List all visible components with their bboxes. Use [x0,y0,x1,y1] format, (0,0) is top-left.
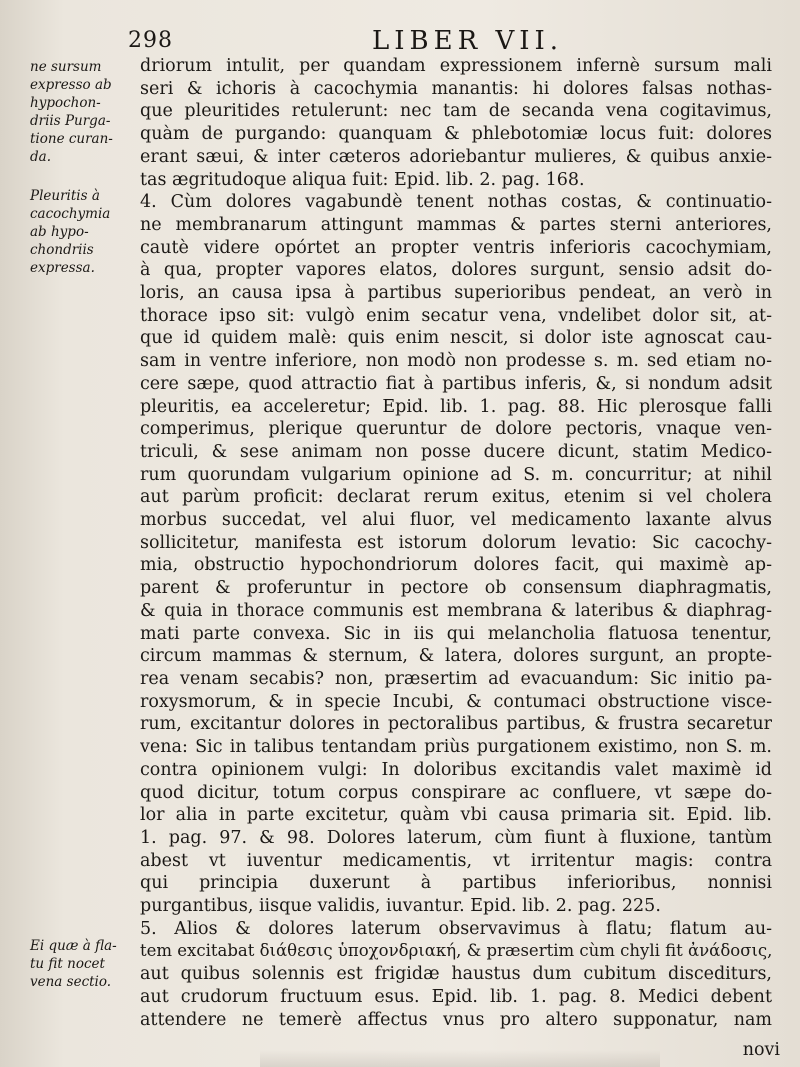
text-line: aut parùm proficit: declarat rerum exitus, etenim si vel cholera [140,487,772,508]
text-line: thorace ipso sit: vulgò enim secatur vena, vndelibet dolor sit, at- [140,305,772,326]
text-line: roxysmorum, & in specie Incubi, & contumaci obstructione visce- [140,691,772,712]
sidenote-line: driis Purga- [30,113,111,129]
sidenote-line: tione curan- [30,131,113,147]
sidenote-line: hypochon- [30,95,101,111]
text-line: cautè videre opórtet an propter ventris inferioris cacochymiam, [140,237,772,258]
text-line: circum mammas & sternum, & latera, dolores surgunt, an propte- [140,646,772,667]
sidenote-line: ab hypo- [30,224,89,240]
text-line: à qua, propter vapores elatos, dolores surgunt, sensio adsit do- [140,260,772,281]
text-line: seri & ichoris à cacochymia manantis: hi dolores falsas nothas- [140,78,772,99]
text-line: mati parte convexa. Sic in iis qui melancholia flatuosa tenentur, [140,623,772,644]
text-line: quàm de purgando: quanquam & phlebotomiæ locus fuit: dolores [140,124,772,145]
text-line: 4. Cùm dolores vagabundè tenent nothas costas, & continuatio- [140,192,772,213]
text-line: driorum intulit, per quandam expressionem infernè sursum mali [140,56,772,76]
show-through-shadow [260,1050,660,1067]
text-line: sam in ventre inferiore, non modò non prodesse s. m. sed etiam no- [140,351,772,372]
text-line: parent & proferuntur in pectore ob consensum diaphragmatis, [140,578,772,599]
text-line: quod dicitur, totum corpus conspirare ac confluere, vt sæpe do- [140,782,772,803]
text-line: tas ægritudoque aliqua fuit: Epid. lib. 2. pag. 168. [140,169,585,190]
text-line: qui principia duxerunt à partibus inferioribus, nonnisi [140,873,772,894]
sidenote-line: expresso ab [30,77,112,93]
sidenote-line: cacochymia [30,206,111,222]
text-line: 5. Alios & dolores laterum observavimus à flatu; flatum au- [140,918,772,939]
sidenote-flatu [30,937,138,991]
text-line: morbus succedat, vel alui fluor, vel medicamento laxante alvus [140,510,772,531]
text-line: rum, excitantur dolores in pectoralibus partibus, & frustra secaretur [140,714,772,735]
text-line: abest vt iuventur medicamentis, vt irritentur magis: contra [140,850,772,871]
text-line: mia, obstructio hypochondriorum dolores facit, qui maximè ap- [140,555,772,576]
text-line: que id quidem malè: quis enim nescit, si dolor iste agnoscat cau- [140,328,772,349]
body-text [140,55,772,1031]
text-line: que pleuritides retulerunt: nec tam de secanda vena cogitavimus, [140,101,772,122]
text-line: contra opinionem vulgi: In doloribus excitandis valet maximè id [140,759,772,780]
text-line: 1. pag. 97. & 98. Dolores laterum, cùm fiunt à fluxione, tantùm [140,827,772,848]
sidenote-line: Pleuritis à [30,188,100,204]
text-line: attendere ne temerè affectus vnus pro altero supponatur, nam [140,1009,772,1030]
catchword: novi [742,1040,780,1060]
text-line: lor alia in parte excitetur, quàm vbi causa primaria sit. Epid. lib. [140,805,772,826]
text-line: loris, an causa ipsa à partibus superioribus pendeat, an verò in [140,283,772,304]
text-line: pleuritis, ea acceleretur; Epid. lib. 1. pag. 88. Hic plerosque falli [140,396,772,417]
sidenote-line: chondriis [30,242,94,258]
text-line: triculi, & sese animam non posse ducere dicunt, statim Medico- [140,441,772,462]
sidenote-purgation [30,58,138,166]
sidenote-pleuritis [30,187,138,277]
text-line: sollicitetur, manifesta est istorum dolorum levatio: Sic cacochy- [140,532,772,553]
sidenote-line: Ei quæ à fla- [30,938,117,954]
text-line: aut quibus solennis est frigidæ haustus dum cubitum discediturs, [140,964,772,985]
text-line: aut crudorum fructuum esus. Epid. lib. 1. pag. 8. Medici debent [140,986,772,1007]
sidenote-line: tu fit nocet [30,956,105,972]
text-line: rum quorundam vulgarium opinione ad S. m. concurritur; at nihil [140,464,772,485]
text-line: erant sæui, & inter cæteros adoriebantur mulieres, & quibus anxie- [140,146,772,167]
text-line: tem excitabat διάθεσις ὑποχονδριακή, & præsertim cùm chyli fit ἀνάδοσις, [140,941,772,961]
text-line: cere sæpe, quod attractio fiat à partibus inferis, &, si nondum adsit [140,373,772,394]
text-line: rea venam secabis? non, præsertim ad evacuandum: Sic initio pa- [140,668,772,689]
text-line: vena: Sic in talibus tentandam priùs purgationem existimo, non S. m. [140,737,772,758]
text-line: & quia in thorace communis est membrana & lateribus & diaphrag- [140,600,772,621]
text-line: ne membranarum attingunt mammas & partes sterni anteriores, [140,214,772,235]
sidenote-line: ne sursum [30,59,102,75]
text-line: comperimus, plerique queruntur de dolore pectoris, vnaque ven- [140,419,772,440]
running-head: LIBER VII. [372,26,564,56]
sidenote-line: da. [30,149,51,165]
sidenote-line: expressa. [30,260,95,276]
sidenote-line: vena sectio. [30,974,112,990]
page-number: 298 [128,28,173,53]
text-line: purgantibus, iisque validis, iuvantur. Epid. lib. 2. pag. 225. [140,896,661,917]
